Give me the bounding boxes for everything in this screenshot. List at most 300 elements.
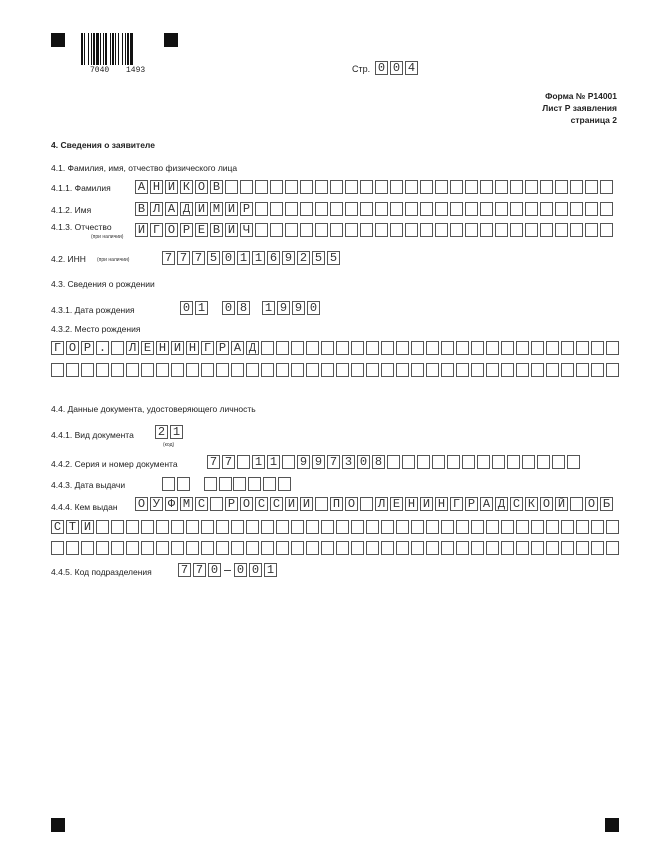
- char-cell: 7: [178, 563, 191, 577]
- char-cell: [522, 455, 535, 469]
- char-cell: К: [525, 497, 538, 511]
- char-cell: [321, 541, 334, 555]
- char-cell: [606, 341, 619, 355]
- char-cell: Л: [150, 202, 163, 216]
- char-cell: [441, 541, 454, 555]
- char-cell: [501, 541, 514, 555]
- patronymic-note: (при наличии): [91, 234, 124, 240]
- char-cell: [255, 223, 268, 237]
- char-cell: И: [165, 180, 178, 194]
- char-cell: [405, 180, 418, 194]
- char-cell: [248, 477, 261, 491]
- char-cell: 0: [375, 61, 388, 75]
- char-cell: [285, 202, 298, 216]
- char-cell: [516, 520, 529, 534]
- char-cell: О: [585, 497, 598, 511]
- char-cell: [141, 541, 154, 555]
- inn-note: (при наличии): [97, 257, 130, 263]
- char-cell: [360, 180, 373, 194]
- char-cell: [567, 455, 580, 469]
- char-cell: [330, 223, 343, 237]
- char-cell: [396, 363, 409, 377]
- subsection-4-3-title: 4.3. Сведения о рождении: [51, 279, 155, 289]
- char-cell: [537, 455, 550, 469]
- char-cell: [465, 223, 478, 237]
- char-cell: [585, 202, 598, 216]
- char-cell: Й: [555, 497, 568, 511]
- char-cell: .: [96, 341, 109, 355]
- char-cell: О: [240, 497, 253, 511]
- barcode-number-right: 1493: [126, 66, 146, 75]
- char-cell: [561, 341, 574, 355]
- char-cell: О: [345, 497, 358, 511]
- char-cell: [480, 180, 493, 194]
- char-cell: [450, 223, 463, 237]
- char-cell: И: [171, 341, 184, 355]
- char-cell: [576, 341, 589, 355]
- char-cell: [561, 520, 574, 534]
- char-cell: [441, 363, 454, 377]
- char-cell: [495, 180, 508, 194]
- char-cell: 7: [177, 251, 190, 265]
- char-cell: [426, 520, 439, 534]
- char-cell: В: [135, 202, 148, 216]
- char-cell: [360, 202, 373, 216]
- char-cell: К: [180, 180, 193, 194]
- char-cell: [156, 520, 169, 534]
- char-cell: [546, 341, 559, 355]
- char-cell: Д: [246, 341, 259, 355]
- char-cell: [540, 180, 553, 194]
- char-cell: [81, 541, 94, 555]
- issue-month-field[interactable]: [204, 477, 234, 491]
- char-cell: [600, 202, 613, 216]
- char-cell: 0: [222, 251, 235, 265]
- char-cell: [591, 541, 604, 555]
- char-cell: И: [285, 497, 298, 511]
- char-cell: Д: [495, 497, 508, 511]
- char-cell: [366, 541, 379, 555]
- char-cell: [111, 341, 124, 355]
- char-cell: [480, 223, 493, 237]
- char-cell: [261, 363, 274, 377]
- dept-code-field[interactable]: [178, 563, 279, 577]
- char-cell: [456, 341, 469, 355]
- char-cell: [336, 520, 349, 534]
- char-cell: 1: [252, 455, 265, 469]
- char-cell: [201, 541, 214, 555]
- dept-code-dash: [223, 563, 232, 577]
- char-cell: [480, 202, 493, 216]
- char-cell: О: [165, 223, 178, 237]
- barcode-number-left: 7040: [90, 66, 110, 75]
- char-cell: [225, 180, 238, 194]
- char-cell: [396, 341, 409, 355]
- char-cell: [270, 202, 283, 216]
- char-cell: [96, 363, 109, 377]
- char-cell: Е: [195, 223, 208, 237]
- char-cell: 9: [312, 455, 325, 469]
- char-cell: Р: [240, 202, 253, 216]
- char-cell: [276, 541, 289, 555]
- char-cell: В: [210, 223, 223, 237]
- char-cell: [570, 497, 583, 511]
- char-cell: [177, 477, 190, 491]
- char-cell: [216, 363, 229, 377]
- char-cell: [66, 541, 79, 555]
- char-cell: [270, 180, 283, 194]
- char-cell: [351, 541, 364, 555]
- char-cell: [330, 180, 343, 194]
- char-cell: [510, 202, 523, 216]
- char-cell: [306, 363, 319, 377]
- char-cell: И: [135, 223, 148, 237]
- char-cell: [411, 363, 424, 377]
- char-cell: [141, 363, 154, 377]
- char-cell: [291, 341, 304, 355]
- char-cell: И: [81, 520, 94, 534]
- char-cell: [456, 363, 469, 377]
- char-cell: [585, 223, 598, 237]
- char-cell: [591, 363, 604, 377]
- char-cell: [345, 223, 358, 237]
- char-cell: Н: [150, 180, 163, 194]
- char-cell: [552, 455, 565, 469]
- char-cell: [216, 541, 229, 555]
- char-cell: [495, 202, 508, 216]
- char-cell: [486, 520, 499, 534]
- char-cell: [471, 541, 484, 555]
- char-cell: [381, 341, 394, 355]
- char-cell: [561, 541, 574, 555]
- char-cell: [387, 455, 400, 469]
- char-cell: [435, 223, 448, 237]
- char-cell: 2: [297, 251, 310, 265]
- subsection-4-1-title: 4.1. Фамилия, имя, отчество физического лица: [51, 163, 238, 173]
- char-cell: А: [480, 497, 493, 511]
- char-cell: [51, 363, 64, 377]
- char-cell: [585, 180, 598, 194]
- birth-place-line-2[interactable]: [51, 363, 621, 377]
- char-cell: О: [195, 180, 208, 194]
- char-cell: [171, 541, 184, 555]
- char-cell: [285, 223, 298, 237]
- char-cell: 9: [277, 301, 290, 315]
- char-cell: [411, 341, 424, 355]
- page-label: Стр.: [352, 64, 371, 74]
- char-cell: [381, 520, 394, 534]
- char-cell: 0: [208, 563, 221, 577]
- char-cell: [321, 520, 334, 534]
- char-cell: [246, 520, 259, 534]
- surname-label: 4.1.1. Фамилия: [51, 183, 111, 193]
- char-cell: [345, 202, 358, 216]
- char-cell: [156, 541, 169, 555]
- char-cell: [531, 341, 544, 355]
- char-cell: [411, 541, 424, 555]
- char-cell: [450, 202, 463, 216]
- char-cell: 5: [327, 251, 340, 265]
- dept-code-label: 4.4.5. Код подразделения: [51, 567, 152, 577]
- char-cell: [501, 363, 514, 377]
- char-cell: А: [135, 180, 148, 194]
- char-cell: [507, 455, 520, 469]
- char-cell: [336, 363, 349, 377]
- char-cell: Г: [150, 223, 163, 237]
- char-cell: [495, 223, 508, 237]
- char-cell: [576, 363, 589, 377]
- doc-type-field[interactable]: [155, 425, 185, 439]
- char-cell: [471, 363, 484, 377]
- issued-by-line-1[interactable]: [135, 497, 615, 511]
- char-cell: С: [510, 497, 523, 511]
- char-cell: [426, 341, 439, 355]
- char-cell: [246, 541, 259, 555]
- char-cell: [351, 520, 364, 534]
- char-cell: [162, 477, 175, 491]
- char-cell: О: [66, 341, 79, 355]
- char-cell: Д: [180, 202, 193, 216]
- char-cell: 1: [262, 301, 275, 315]
- char-cell: [126, 541, 139, 555]
- char-cell: 8: [237, 301, 250, 315]
- inn-field[interactable]: [162, 251, 342, 265]
- char-cell: [306, 520, 319, 534]
- char-cell: [486, 341, 499, 355]
- char-cell: [300, 223, 313, 237]
- char-cell: [278, 477, 291, 491]
- char-cell: [300, 202, 313, 216]
- char-cell: [396, 541, 409, 555]
- char-cell: [540, 202, 553, 216]
- patronymic-field[interactable]: [135, 223, 615, 237]
- char-cell: 7: [207, 455, 220, 469]
- char-cell: И: [300, 497, 313, 511]
- char-cell: 7: [222, 455, 235, 469]
- char-cell: 7: [192, 251, 205, 265]
- char-cell: [465, 180, 478, 194]
- char-cell: 0: [390, 61, 403, 75]
- char-cell: [441, 520, 454, 534]
- issue-day-field[interactable]: [162, 477, 192, 491]
- char-cell: 0: [180, 301, 193, 315]
- char-cell: [360, 497, 373, 511]
- char-cell: [321, 363, 334, 377]
- char-cell: 0: [222, 301, 235, 315]
- char-cell: [201, 520, 214, 534]
- char-cell: [156, 363, 169, 377]
- issued-by-line-3[interactable]: [51, 541, 621, 555]
- char-cell: [390, 223, 403, 237]
- char-cell: 9: [282, 251, 295, 265]
- char-cell: [219, 477, 232, 491]
- char-cell: [402, 455, 415, 469]
- char-cell: [231, 520, 244, 534]
- char-cell: М: [180, 497, 193, 511]
- char-cell: [261, 341, 274, 355]
- birth-place-line-1[interactable]: [51, 341, 621, 355]
- char-cell: [477, 455, 490, 469]
- char-cell: 1: [237, 251, 250, 265]
- char-cell: [204, 477, 217, 491]
- char-cell: 1: [267, 455, 280, 469]
- char-cell: [465, 202, 478, 216]
- char-cell: [561, 363, 574, 377]
- char-cell: [111, 520, 124, 534]
- char-cell: 9: [292, 301, 305, 315]
- char-cell: [576, 520, 589, 534]
- char-cell: [546, 520, 559, 534]
- char-cell: [591, 341, 604, 355]
- name-label: 4.1.2. Имя: [51, 205, 92, 215]
- char-cell: [375, 223, 388, 237]
- char-cell: [525, 180, 538, 194]
- char-cell: Р: [180, 223, 193, 237]
- char-cell: [351, 341, 364, 355]
- char-cell: [471, 520, 484, 534]
- char-cell: [282, 455, 295, 469]
- char-cell: О: [540, 497, 553, 511]
- char-cell: 0: [357, 455, 370, 469]
- char-cell: С: [255, 497, 268, 511]
- char-cell: [276, 363, 289, 377]
- char-cell: [306, 541, 319, 555]
- char-cell: [426, 541, 439, 555]
- char-cell: П: [330, 497, 343, 511]
- char-cell: [351, 363, 364, 377]
- char-cell: [546, 363, 559, 377]
- char-cell: [186, 520, 199, 534]
- char-cell: [261, 520, 274, 534]
- char-cell: Ф: [165, 497, 178, 511]
- char-cell: 0: [307, 301, 320, 315]
- char-cell: [315, 223, 328, 237]
- char-cell: [570, 223, 583, 237]
- birth-month-field[interactable]: [222, 301, 252, 315]
- char-cell: [501, 520, 514, 534]
- char-cell: [510, 180, 523, 194]
- char-cell: Р: [216, 341, 229, 355]
- char-cell: [111, 541, 124, 555]
- char-cell: [255, 202, 268, 216]
- birth-year-field[interactable]: [262, 301, 322, 315]
- char-cell: [426, 363, 439, 377]
- char-cell: [486, 541, 499, 555]
- char-cell: [606, 520, 619, 534]
- char-cell: 5: [312, 251, 325, 265]
- char-cell: Е: [141, 341, 154, 355]
- char-cell: [420, 202, 433, 216]
- issued-by-line-2[interactable]: [51, 520, 621, 534]
- char-cell: [606, 363, 619, 377]
- char-cell: [516, 541, 529, 555]
- char-cell: Б: [600, 497, 613, 511]
- char-cell: [435, 180, 448, 194]
- char-cell: [456, 541, 469, 555]
- char-cell: Н: [405, 497, 418, 511]
- char-cell: Ч: [240, 223, 253, 237]
- char-cell: [366, 520, 379, 534]
- char-cell: Т: [66, 520, 79, 534]
- char-cell: [270, 223, 283, 237]
- issue-year-field[interactable]: [233, 477, 293, 491]
- char-cell: [96, 520, 109, 534]
- char-cell: [285, 180, 298, 194]
- char-cell: 7: [327, 455, 340, 469]
- char-cell: [531, 520, 544, 534]
- char-cell: [276, 520, 289, 534]
- char-cell: [315, 180, 328, 194]
- char-cell: Л: [126, 341, 139, 355]
- char-cell: [570, 180, 583, 194]
- char-cell: [441, 341, 454, 355]
- birth-day-field[interactable]: [180, 301, 210, 315]
- patronymic-label: 4.1.3. Отчество: [51, 222, 112, 232]
- char-cell: [555, 202, 568, 216]
- birth-place-label: 4.3.2. Место рождения: [51, 324, 141, 334]
- char-cell: 4: [405, 61, 418, 75]
- char-cell: [525, 223, 538, 237]
- char-cell: [366, 341, 379, 355]
- char-cell: Р: [225, 497, 238, 511]
- birth-date-label: 4.3.1. Дата рождения: [51, 305, 135, 315]
- char-cell: [201, 363, 214, 377]
- char-cell: [306, 341, 319, 355]
- char-cell: О: [135, 497, 148, 511]
- char-cell: 1: [170, 425, 183, 439]
- char-cell: 7: [162, 251, 175, 265]
- char-cell: 2: [155, 425, 168, 439]
- doc-number-field[interactable]: [207, 455, 582, 469]
- char-cell: [456, 520, 469, 534]
- char-cell: [231, 541, 244, 555]
- char-cell: [420, 223, 433, 237]
- char-cell: [321, 341, 334, 355]
- char-cell: [291, 520, 304, 534]
- section-title: 4. Сведения о заявителе: [51, 140, 155, 150]
- char-cell: [330, 202, 343, 216]
- char-cell: Р: [465, 497, 478, 511]
- char-cell: Н: [186, 341, 199, 355]
- char-cell: [447, 455, 460, 469]
- char-cell: А: [231, 341, 244, 355]
- char-cell: [246, 363, 259, 377]
- char-cell: Н: [435, 497, 448, 511]
- char-cell: [366, 363, 379, 377]
- surname-field[interactable]: [135, 180, 615, 194]
- char-cell: 1: [195, 301, 208, 315]
- name-field[interactable]: [135, 202, 615, 216]
- issued-by-label: 4.4.4. Кем выдан: [51, 502, 118, 512]
- char-cell: [471, 341, 484, 355]
- char-cell: [336, 341, 349, 355]
- char-cell: М: [210, 202, 223, 216]
- inn-label: 4.2. ИНН: [51, 254, 86, 264]
- char-cell: [381, 541, 394, 555]
- char-cell: [96, 541, 109, 555]
- form-title: Форма № Р14001: [545, 91, 617, 101]
- barcode: [81, 33, 133, 65]
- char-cell: [516, 341, 529, 355]
- char-cell: [300, 180, 313, 194]
- char-cell: [450, 180, 463, 194]
- char-cell: И: [225, 223, 238, 237]
- char-cell: [576, 541, 589, 555]
- doc-type-label: 4.4.1. Вид документа: [51, 430, 134, 440]
- char-cell: [66, 363, 79, 377]
- char-cell: [231, 363, 244, 377]
- char-cell: Г: [450, 497, 463, 511]
